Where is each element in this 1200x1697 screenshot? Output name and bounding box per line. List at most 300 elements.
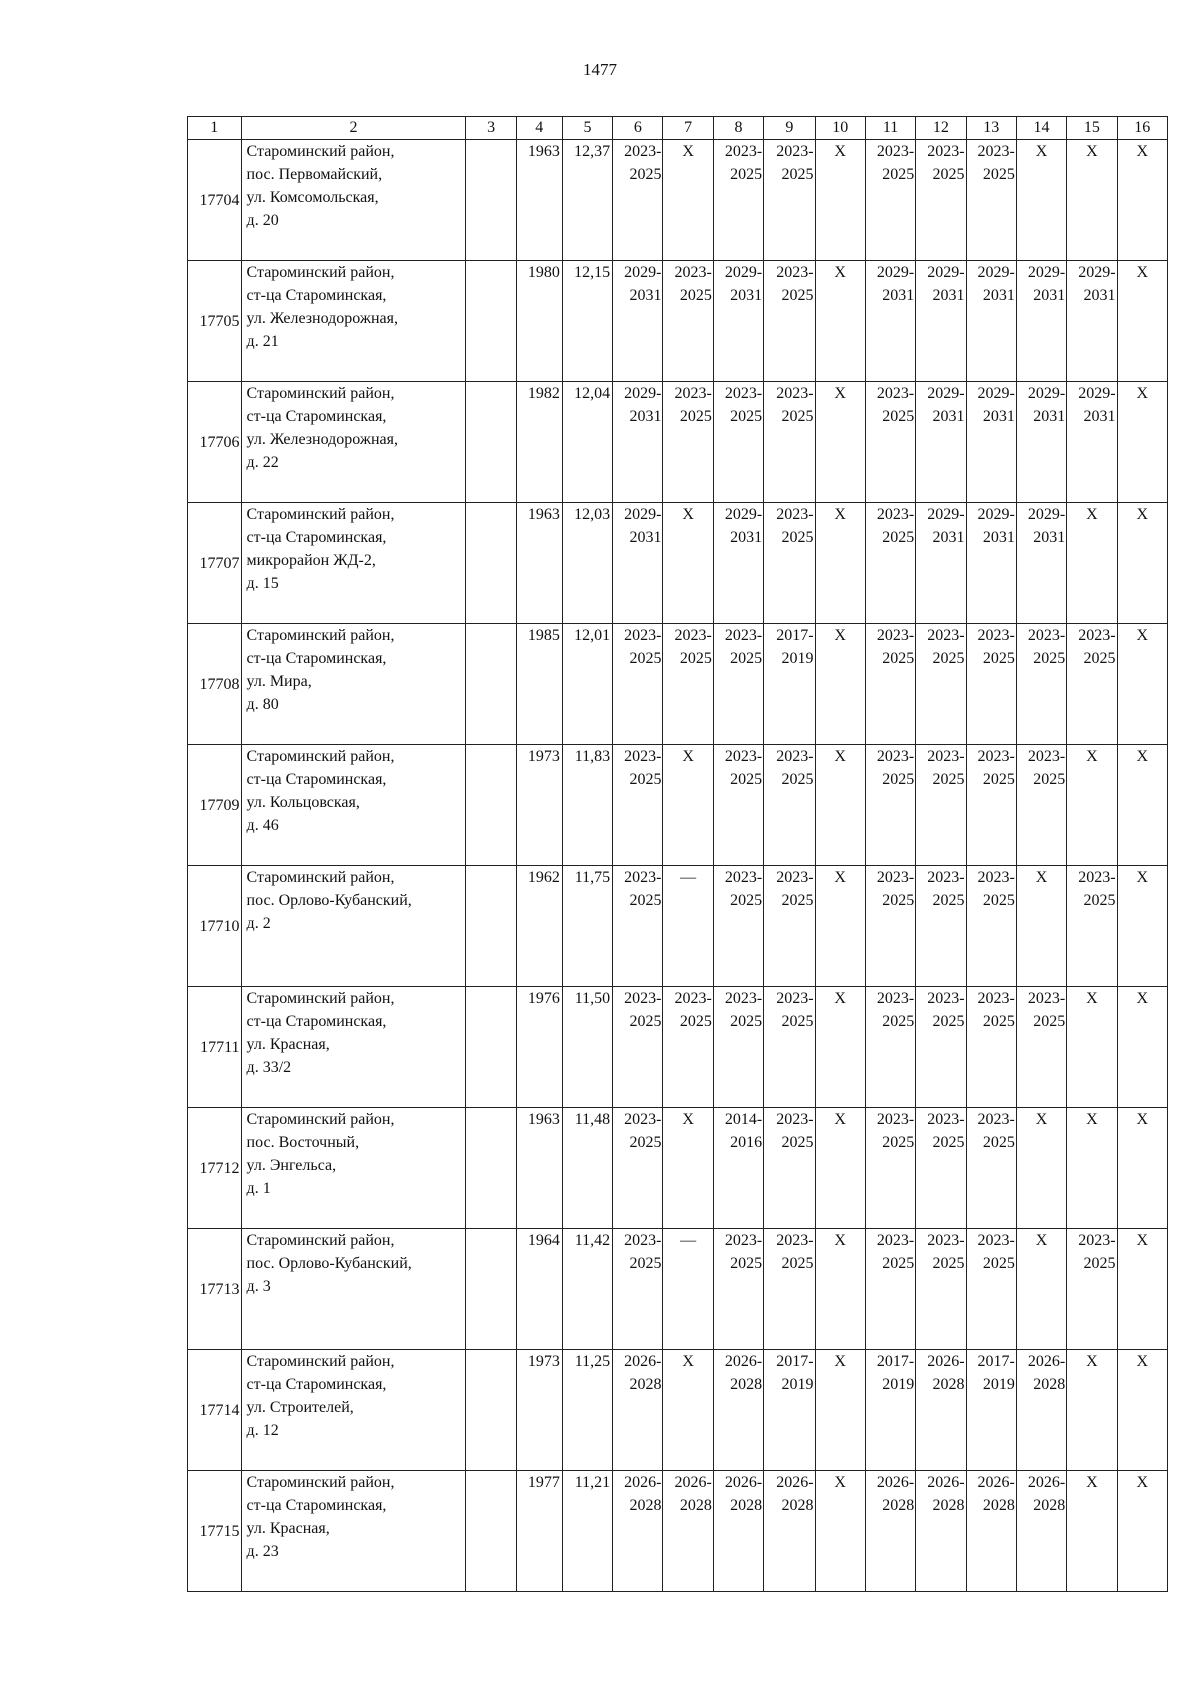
period-cell-9 (764, 1229, 815, 1350)
period-cell-9 (764, 866, 815, 987)
period-cell-12 (916, 1471, 966, 1592)
period-cell-12 (916, 140, 966, 261)
column-3-cell (466, 140, 516, 261)
period-cell-11 (865, 1350, 915, 1471)
period-line: 2023- (876, 1111, 915, 1128)
mark-value: X (682, 748, 694, 765)
year-cell: 1982 (516, 382, 562, 503)
mark-value: X (834, 264, 846, 281)
period-cell-9 (764, 503, 815, 624)
address-line: ст-ца Староминская, (246, 650, 387, 667)
period-line: 2023- (876, 627, 915, 644)
area-cell: 11,83 (562, 745, 612, 866)
period-cell-8 (713, 624, 763, 745)
period-cell-11 (865, 140, 915, 261)
column-number-row (188, 117, 1168, 140)
period-cell-14 (1016, 987, 1066, 1108)
period-cell-7 (663, 1350, 713, 1471)
mark-value: X (1035, 869, 1048, 886)
period-line: 2025 (730, 408, 763, 425)
mark-value: X (1136, 1474, 1149, 1491)
period-line: 2026- (724, 1353, 763, 1370)
area-cell: 11,75 (562, 866, 612, 987)
period-cell-9 (764, 1350, 815, 1471)
address-cell (241, 866, 466, 987)
address-line: д. 21 (246, 333, 279, 350)
period-line: 2029- (1027, 385, 1066, 402)
period-cell-7 (663, 745, 713, 866)
period-line: 2025 (982, 1134, 1015, 1151)
period-line: 2025 (982, 771, 1015, 788)
mark-value: X (834, 385, 846, 402)
mark-value: X (1086, 990, 1098, 1007)
period-line: 2023- (927, 143, 965, 160)
row-id-cell: 17710 (188, 866, 242, 987)
period-line: 2025 (781, 529, 814, 546)
address-line: Староминский район, (246, 1111, 395, 1128)
address-cell (241, 1108, 466, 1229)
period-cell-14 (1016, 1108, 1066, 1229)
period-cell-11 (865, 1229, 915, 1350)
address-line: ул. Железнодорожная, (246, 310, 398, 327)
address-cell (241, 140, 466, 261)
address-line: д. 12 (246, 1422, 279, 1439)
period-cell-10 (815, 1108, 865, 1229)
period-cell-16 (1117, 1350, 1167, 1471)
period-line: 2023- (674, 990, 712, 1007)
address-line: д. 23 (246, 1543, 279, 1560)
address-cell (241, 987, 466, 1108)
period-cell-7 (663, 261, 713, 382)
period-cell-7 (663, 624, 713, 745)
period-line: 2025 (781, 1134, 814, 1151)
period-line: 2028 (629, 1376, 662, 1393)
period-line: 2025 (679, 1013, 712, 1030)
period-line: 2023- (1027, 627, 1066, 644)
row-id-cell: 17707 (188, 503, 242, 624)
address-line: ст-ца Староминская, (246, 1376, 387, 1393)
column-3-cell (466, 624, 516, 745)
column-header: 13 (966, 117, 1016, 140)
address-line: ст-ца Староминская, (246, 1497, 387, 1514)
period-line: 2025 (982, 892, 1015, 909)
column-header: 11 (865, 117, 915, 140)
period-cell-11 (865, 866, 915, 987)
period-line: 2025 (679, 650, 712, 667)
period-cell-11 (865, 503, 915, 624)
period-line: 2029- (977, 506, 1015, 523)
mark-value: X (1136, 627, 1149, 644)
period-line: 2031 (730, 529, 763, 546)
mark-value: X (834, 1353, 846, 1370)
period-line: 2025 (629, 1255, 662, 1272)
area-cell: 12,03 (562, 503, 612, 624)
period-cell-8 (713, 987, 763, 1108)
period-line: 2023- (977, 143, 1015, 160)
address-line: д. 33/2 (246, 1059, 292, 1076)
address-line: микрорайон ЖД-2, (246, 552, 376, 569)
area-cell: 12,15 (562, 261, 612, 382)
period-cell-6 (613, 1229, 663, 1350)
period-line: 2025 (1033, 1013, 1066, 1030)
period-cell-11 (865, 1108, 915, 1229)
address-line: ст-ца Староминская, (246, 408, 387, 425)
period-cell-11 (865, 624, 915, 745)
period-line: 2017- (776, 627, 814, 644)
period-cell-10 (815, 1471, 865, 1592)
period-line: 2031 (629, 287, 662, 304)
period-line: 2029- (927, 264, 965, 281)
address-cell (241, 745, 466, 866)
year-cell: 1976 (516, 987, 562, 1108)
address-line: Староминский район, (246, 143, 395, 160)
period-line: 2019 (982, 1376, 1015, 1393)
period-cell-6 (613, 1350, 663, 1471)
mark-value: X (1035, 1111, 1048, 1128)
period-cell-6 (613, 624, 663, 745)
period-line: 2026- (927, 1353, 965, 1370)
period-line: 2025 (982, 1255, 1015, 1272)
table-row (188, 987, 1168, 1108)
address-line: ул. Красная, (246, 1036, 330, 1053)
mark-value: X (834, 1111, 846, 1128)
mark-value: X (1136, 1232, 1149, 1249)
period-cell-12 (916, 503, 966, 624)
period-cell-7 (663, 866, 713, 987)
period-line: 2031 (1033, 287, 1066, 304)
period-line: 2031 (932, 408, 965, 425)
period-cell-16 (1117, 382, 1167, 503)
period-line: 2023- (927, 748, 965, 765)
column-header: 3 (466, 117, 516, 140)
period-line: 2029- (624, 385, 662, 402)
period-line: 2023- (776, 748, 814, 765)
address-line: Староминский район, (246, 385, 395, 402)
period-line: 2031 (982, 529, 1015, 546)
period-line: 2025 (629, 892, 662, 909)
year-cell: 1963 (516, 140, 562, 261)
period-cell-8 (713, 1108, 763, 1229)
period-line: 2025 (882, 529, 915, 546)
period-line: 2029- (724, 264, 763, 281)
period-cell-16 (1117, 987, 1167, 1108)
period-cell-16 (1117, 261, 1167, 382)
table-body (188, 140, 1168, 1592)
period-cell-7 (663, 1108, 713, 1229)
period-line: 2025 (1033, 650, 1066, 667)
period-cell-9 (764, 624, 815, 745)
period-line: 2026- (624, 1474, 662, 1491)
period-line: 2031 (932, 529, 965, 546)
period-cell-14 (1016, 1471, 1066, 1592)
year-cell: 1963 (516, 1108, 562, 1229)
period-line: 2023- (977, 1232, 1015, 1249)
address-line: ст-ца Староминская, (246, 529, 387, 546)
period-cell-13 (966, 261, 1016, 382)
period-line: 2025 (982, 650, 1015, 667)
period-line: 2023- (776, 143, 814, 160)
period-line: 2025 (1083, 650, 1116, 667)
table-row (188, 624, 1168, 745)
period-cell-8 (713, 382, 763, 503)
address-line: ул. Комсомольская, (246, 189, 379, 206)
period-line: 2023- (876, 385, 915, 402)
address-line: Староминский район, (246, 264, 395, 281)
period-line: 2023- (624, 1232, 662, 1249)
period-cell-9 (764, 382, 815, 503)
mark-value: X (1136, 869, 1149, 886)
period-line: 2031 (1083, 408, 1116, 425)
mark-value: X (834, 627, 846, 644)
column-header: 8 (713, 117, 763, 140)
period-cell-15 (1067, 1471, 1117, 1592)
period-line: 2025 (730, 892, 763, 909)
address-line: Староминский район, (246, 1474, 395, 1491)
period-cell-12 (916, 261, 966, 382)
period-cell-14 (1016, 261, 1066, 382)
period-cell-10 (815, 140, 865, 261)
period-line: 2023- (876, 869, 915, 886)
address-line: д. 22 (246, 454, 279, 471)
column-header: 14 (1016, 117, 1066, 140)
column-3-cell (466, 382, 516, 503)
period-cell-16 (1117, 624, 1167, 745)
area-cell: 11,48 (562, 1108, 612, 1229)
area-cell: 12,37 (562, 140, 612, 261)
column-3-cell (466, 745, 516, 866)
period-cell-11 (865, 745, 915, 866)
column-header: 2 (241, 117, 466, 140)
area-cell: 11,25 (562, 1350, 612, 1471)
table-row (188, 745, 1168, 866)
mark-value: X (1136, 264, 1149, 281)
period-line: 2025 (1083, 892, 1116, 909)
column-3-cell (466, 866, 516, 987)
period-cell-9 (764, 140, 815, 261)
column-header: 4 (516, 117, 562, 140)
period-cell-7 (663, 140, 713, 261)
period-cell-15 (1067, 987, 1117, 1108)
period-line: 2031 (882, 287, 915, 304)
period-cell-13 (966, 1229, 1016, 1350)
period-line: 2029- (1027, 264, 1066, 281)
period-line: 2023- (776, 990, 814, 1007)
period-cell-8 (713, 261, 763, 382)
period-line: 2026- (724, 1474, 763, 1491)
period-line: 2025 (882, 1013, 915, 1030)
period-line: 2023- (724, 143, 763, 160)
period-cell-16 (1117, 140, 1167, 261)
period-cell-15 (1067, 140, 1117, 261)
period-cell-16 (1117, 1229, 1167, 1350)
period-cell-7 (663, 987, 713, 1108)
period-cell-12 (916, 1229, 966, 1350)
mark-value: X (1035, 1232, 1048, 1249)
period-line: 2025 (1033, 771, 1066, 788)
period-line: 2026- (927, 1474, 965, 1491)
table-row (188, 503, 1168, 624)
period-cell-6 (613, 987, 663, 1108)
address-line: Староминский район, (246, 869, 395, 886)
address-line: ул. Кольцовская, (246, 794, 360, 811)
period-line: 2023- (724, 1232, 763, 1249)
address-line: Староминский район, (246, 990, 395, 1007)
period-line: 2023- (977, 990, 1015, 1007)
period-line: 2025 (1083, 1255, 1116, 1272)
mark-value: X (682, 1111, 694, 1128)
table-row (188, 1108, 1168, 1229)
period-line: 2026- (1027, 1353, 1066, 1370)
period-cell-10 (815, 624, 865, 745)
mark-value: X (1086, 1474, 1098, 1491)
period-line: 2028 (679, 1497, 712, 1514)
area-cell: 11,21 (562, 1471, 612, 1592)
period-cell-6 (613, 382, 663, 503)
row-id-cell: 17706 (188, 382, 242, 503)
period-cell-12 (916, 382, 966, 503)
period-line: 2023- (876, 143, 915, 160)
period-line: 2031 (730, 287, 763, 304)
period-line: 2023- (624, 869, 662, 886)
address-line: пос. Восточный, (246, 1134, 360, 1151)
table-header (188, 117, 1168, 140)
period-line: 2025 (781, 892, 814, 909)
period-cell-12 (916, 624, 966, 745)
period-cell-7 (663, 382, 713, 503)
period-line: 2031 (1033, 408, 1066, 425)
period-line: 2025 (679, 408, 712, 425)
mark-value: X (1086, 143, 1098, 160)
address-line: д. 1 (246, 1180, 271, 1197)
period-line: 2023- (977, 748, 1015, 765)
area-cell: 12,04 (562, 382, 612, 503)
period-cell-6 (613, 261, 663, 382)
period-line: 2026- (674, 1474, 712, 1491)
period-cell-8 (713, 140, 763, 261)
period-line: 2029- (624, 506, 662, 523)
area-cell: 12,01 (562, 624, 612, 745)
period-line: 2023- (624, 143, 662, 160)
column-header: 9 (764, 117, 815, 140)
period-cell-14 (1016, 1229, 1066, 1350)
period-line: 2031 (1033, 529, 1066, 546)
period-line: 2028 (1033, 1497, 1066, 1514)
period-line: 2025 (932, 892, 965, 909)
period-cell-8 (713, 866, 763, 987)
period-line: 2023- (1027, 748, 1066, 765)
year-cell: 1977 (516, 1471, 562, 1592)
period-line: 2025 (932, 1134, 965, 1151)
period-line: 2025 (882, 1255, 915, 1272)
period-line: 2025 (932, 166, 965, 183)
mark-value: X (1086, 748, 1098, 765)
period-cell-8 (713, 745, 763, 866)
row-id-cell: 17704 (188, 140, 242, 261)
period-line: 2025 (781, 1013, 814, 1030)
period-cell-13 (966, 745, 1016, 866)
row-id-cell: 17705 (188, 261, 242, 382)
period-cell-9 (764, 987, 815, 1108)
period-line: 2025 (781, 166, 814, 183)
year-cell: 1985 (516, 624, 562, 745)
period-line: 2025 (629, 650, 662, 667)
period-line: 2016 (730, 1134, 763, 1151)
period-cell-6 (613, 140, 663, 261)
address-cell (241, 1229, 466, 1350)
period-cell-10 (815, 866, 865, 987)
period-line: 2028 (781, 1497, 814, 1514)
period-line: 2029- (1078, 385, 1116, 402)
period-cell-13 (966, 1350, 1016, 1471)
period-cell-10 (815, 261, 865, 382)
period-cell-14 (1016, 624, 1066, 745)
mark-value: X (1136, 143, 1149, 160)
period-cell-10 (815, 382, 865, 503)
period-cell-6 (613, 1471, 663, 1592)
period-line: 2023- (977, 1111, 1015, 1128)
column-3-cell (466, 1471, 516, 1592)
period-cell-13 (966, 382, 1016, 503)
address-line: Староминский район, (246, 627, 395, 644)
address-cell (241, 261, 466, 382)
period-cell-13 (966, 624, 1016, 745)
mark-value: X (1136, 506, 1149, 523)
row-id-cell: 17711 (188, 987, 242, 1108)
column-3-cell (466, 261, 516, 382)
period-cell-9 (764, 261, 815, 382)
period-line: 2025 (982, 166, 1015, 183)
mark-value: X (834, 869, 846, 886)
address-line: ул. Энгельса, (246, 1157, 337, 1174)
mark-value: X (1136, 748, 1149, 765)
column-header: 12 (916, 117, 966, 140)
period-cell-15 (1067, 1350, 1117, 1471)
period-line: 2028 (982, 1497, 1015, 1514)
period-cell-11 (865, 261, 915, 382)
period-cell-12 (916, 866, 966, 987)
row-id-cell: 17712 (188, 1108, 242, 1229)
page-number: 1477 (583, 60, 617, 79)
period-line: 2025 (781, 1255, 814, 1272)
period-line: 2023- (776, 869, 814, 886)
period-line: 2028 (730, 1376, 763, 1393)
period-line: 2025 (882, 166, 915, 183)
address-line: Староминский район, (246, 1353, 395, 1370)
row-id-cell: 17713 (188, 1229, 242, 1350)
address-cell (241, 382, 466, 503)
period-cell-12 (916, 1108, 966, 1229)
period-cell-6 (613, 866, 663, 987)
period-line: 2025 (882, 650, 915, 667)
period-cell-14 (1016, 866, 1066, 987)
period-cell-6 (613, 503, 663, 624)
mark-value: X (834, 1232, 846, 1249)
period-cell-12 (916, 987, 966, 1108)
address-line: д. 80 (246, 696, 279, 713)
period-cell-12 (916, 1350, 966, 1471)
table-row (188, 1229, 1168, 1350)
year-cell: 1964 (516, 1229, 562, 1350)
period-cell-11 (865, 1471, 915, 1592)
period-line: 2023- (776, 1232, 814, 1249)
address-line: ул. Красная, (246, 1520, 330, 1537)
period-line: 2023- (724, 748, 763, 765)
column-3-cell (466, 1229, 516, 1350)
mark-value: — (680, 1232, 697, 1249)
period-cell-16 (1117, 1471, 1167, 1592)
period-line: 2023- (624, 627, 662, 644)
mark-value: X (834, 506, 846, 523)
